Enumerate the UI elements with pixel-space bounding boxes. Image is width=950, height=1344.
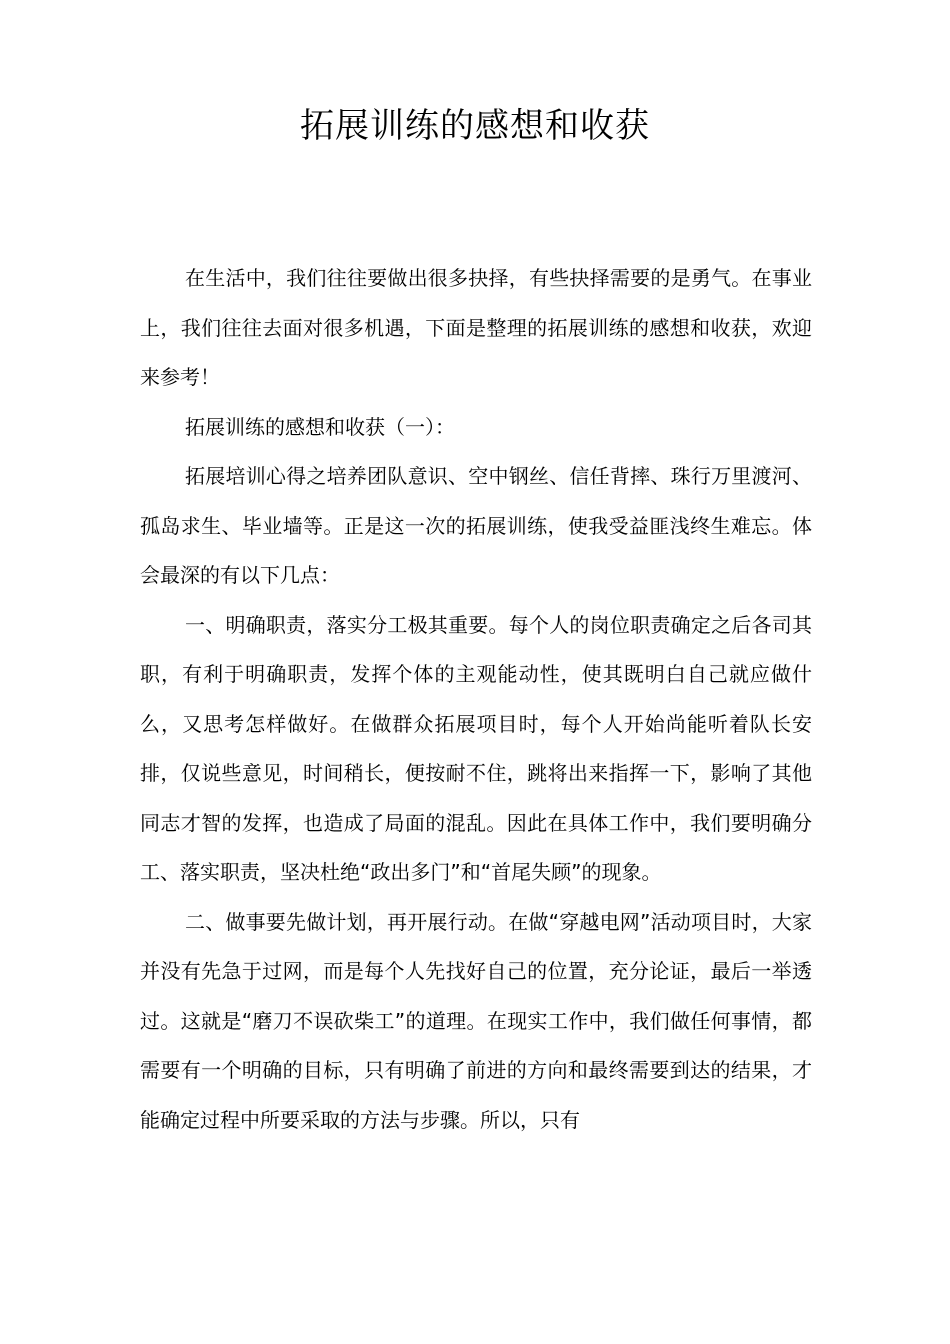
- paragraph-intro: 在生活中，我们往往要做出很多抉择，有些抉择需要的是勇气。在事业上，我们往往去面对很多机遇，下面是整理的拓展训练的感想和收获，欢迎来参考！: [140, 266, 812, 389]
- paragraph-point-one: 一、明确职责，落实分工极其重要。每个人的岗位职责确定之后各司其职，有利于明确职责，发挥个体的主观能动性，使其既明白自己就应做什么，又思考怎样做好。在做群众拓展项目时，每个人开始尚能听着队长安排，仅说些意见，时间稍长，便按耐不住，跳将出来指挥一下，影响了其他同志才智的发挥，也造成了局面的混乱。因此在具体工作中，我们要明确分工、落实职责，坚决杜绝“政出多门”和“首尾失顾”的现象。: [140, 612, 812, 884]
- paragraph-overview: 拓展培训心得之培养团队意识、空中钢丝、信任背摔、珠行万里渡河、孤岛求生、毕业墙等。正是这一次的拓展训练，使我受益匪浅终生难忘。体会最深的有以下几点：: [140, 464, 812, 587]
- document-body: [140, 254, 812, 1145]
- paragraph-section-heading: 拓展训练的感想和收获（一）：: [185, 414, 455, 439]
- document-title: 拓展训练的感想和收获: [300, 106, 650, 146]
- paragraph-point-two: 二、做事要先做计划，再开展行动。在做“穿越电网”活动项目时，大家并没有先急于过网，而是每个人先找好自己的位置，充分论证，最后一举透过。这就是“磨刀不误砍柴工”的道理。在现实工作中，我们做任何事情，都需要有一个明确的目标，只有明确了前进的方向和最终需要到达的结果，才能确定过程中所要采取的方法与步骤。所以，只有: [140, 909, 812, 1132]
